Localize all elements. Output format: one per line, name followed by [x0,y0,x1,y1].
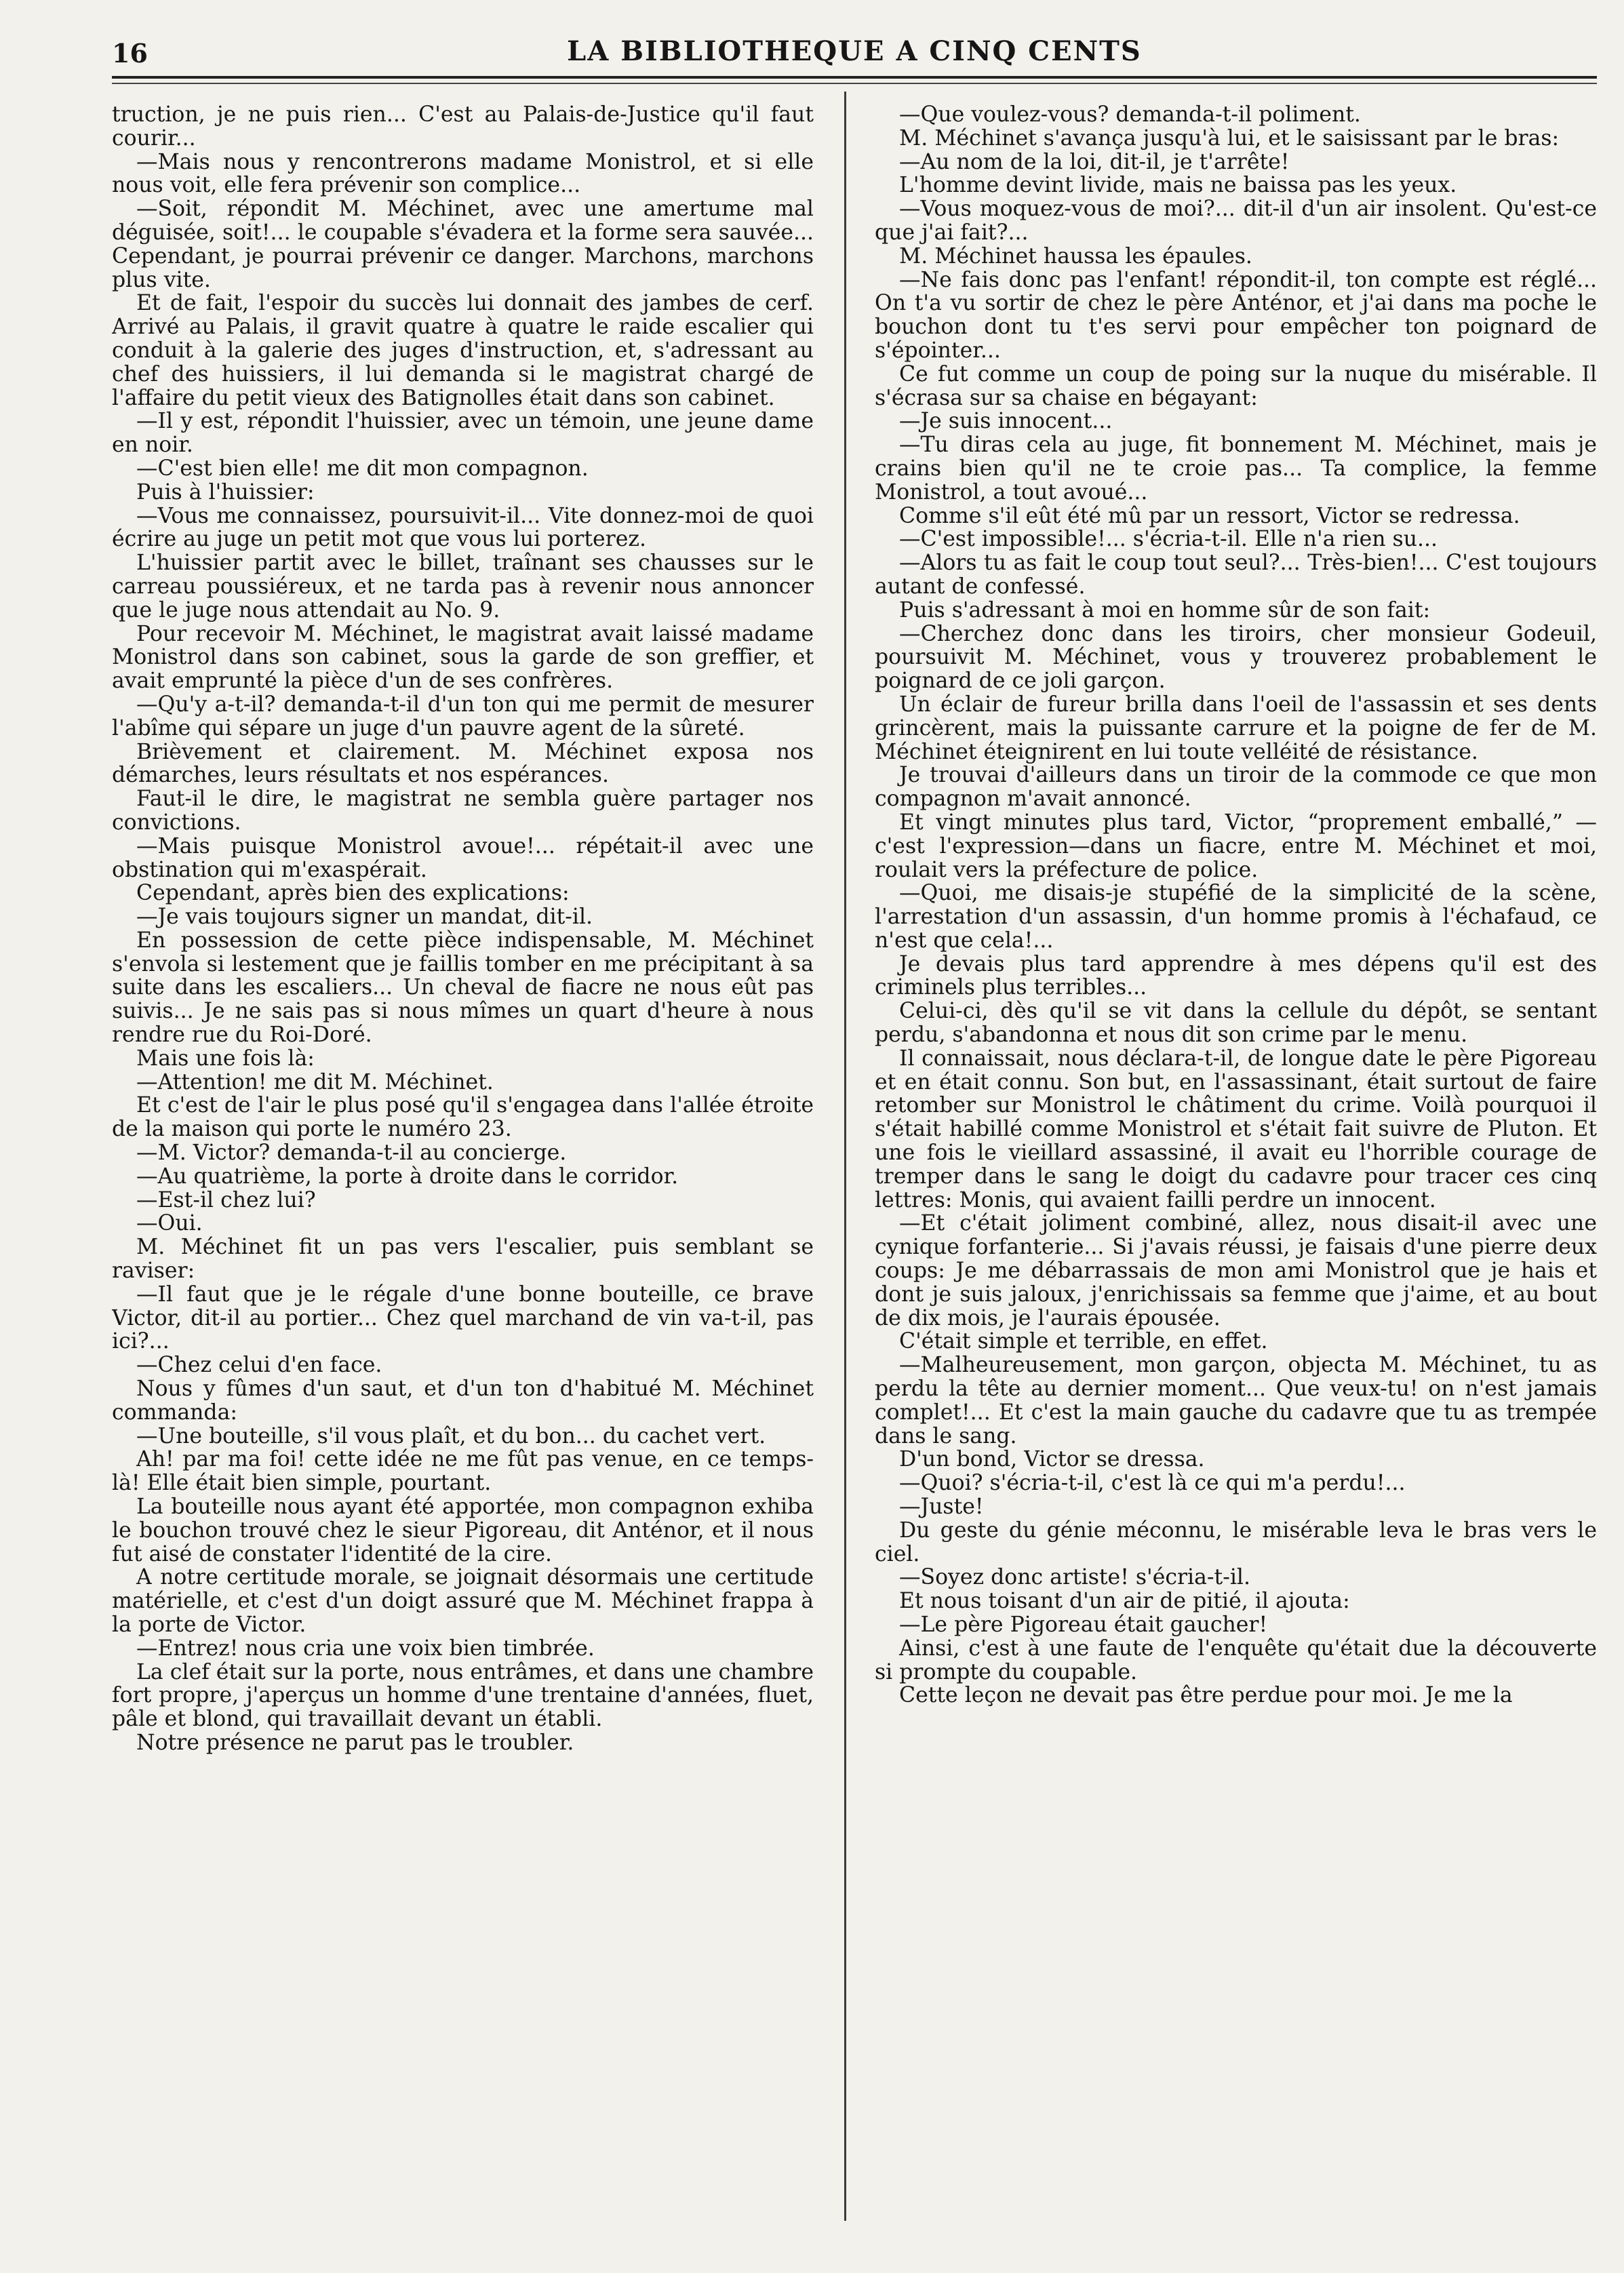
paragraph: —Chez celui d'en face. [136,1353,382,1378]
paragraph: —Il y est, répondit l'huissier, avec un témoin, une jeune dame en noir. [112,409,814,458]
paragraph: —Quoi, me disais-je stupéfié de la simplicité de la scène, l'arrestation d'un assassin, d'un homme promis à l'échafaud, ce n'est que cela!... [875,881,1597,953]
paragraph: Nous y fûmes d'un saut, et d'un ton d'habitué M. Méchinet commanda: [112,1377,814,1425]
paragraph: —Malheureusement, mon garçon, objecta M. Méchinet, tu as perdu la tête au dernier moment... Que veux-tu! on n'est jamais complet!... Et c'est la main gauche du cadavre que tu as trempée dans le sang. [875,1353,1597,1448]
paragraph: Cette leçon ne devait pas être perdue pour moi. Je me la [899,1683,1513,1708]
paragraph: —Au nom de la loi, dit-il, je t'arrête! [899,149,1290,174]
paragraph: Ce fut comme un coup de poing sur la nuque du misérable. Il s'écrasa sur sa chaise en bégayant: [875,361,1597,410]
paragraph: —Soit, répondit M. Méchinet, avec une amertume mal déguisée, soit!... le coupable s'évadera et la forme sera sauvée... Cependant, je pourrai prévenir ce danger. Marchons, marchons plus vite. [112,197,814,292]
paragraph: Ah! par ma foi! cette idée ne me fût pas venue, en ce temps-là! Elle était bien simple, pourtant. [112,1447,814,1496]
paragraph: A notre certitude morale, se joignait désormais une certitude matérielle, et c'est d'un doigt assuré que M. Méchinet frappa à la porte de Victor. [112,1565,814,1637]
paragraph: —Le père Pigoreau était gaucher! [899,1613,1268,1637]
paragraph: Je trouvai d'ailleurs dans un tiroir de la commode ce que mon compagnon m'avait annoncé. [875,763,1597,812]
paragraph: —Tu diras cela au juge, fit bonnement M. Méchinet, mais je crains bien qu'il ne te croie pas... Ta complice, la femme Monistrol, a tout avoué... [875,433,1597,505]
paragraph: —Quoi? s'écria-t-il, c'est là ce qui m'a perdu!... [899,1471,1406,1496]
paragraph: Et de fait, l'espoir du succès lui donnait des jambes de cerf. Arrivé au Palais, il gravit quatre à quatre le raide escalier qui conduit à la galerie des juges d'instruction, et, s'adressant au chef des huissiers, il lui demanda si le magistrat chargé de l'affaire du petit vieux des Batignolles était dans son cabinet. [112,291,814,410]
paragraph: —Soyez donc artiste! s'écria-t-il. [899,1565,1250,1590]
paragraph: Et c'est de l'air le plus posé qu'il s'engagea dans l'allée étroite de la maison qui porte le numéro 23. [112,1093,814,1142]
paragraph: En possession de cette pièce indispensable, M. Méchinet s'envola si lestement que je faillis tomber en me précipitant à sa suite dans les escaliers... Un cheval de fiacre ne nous eût pas suivis... Je ne sais pas si nous mîmes un quart d'heure à nous rendre rue du Roi-Doré. [112,928,814,1048]
paragraph: —Oui. [136,1211,203,1236]
paragraph: —Est-il chez lui? [136,1187,316,1212]
paragraph: Faut-il le dire, le magistrat ne sembla guère partager nos convictions. [112,787,814,835]
paragraph: L'huissier partit avec le billet, traînant ses chausses sur le carreau poussiéreux, et ne tarda pas à revenir nous annoncer que le juge nous attendait au No. 9. [112,551,814,622]
paragraph: Celui-ci, dès qu'il se vit dans la cellule du dépôt, se sentant perdu, s'abandonna et nous dit son crime par le menu. [875,999,1597,1048]
right-column [875,103,1597,2212]
running-title: LA BIBLIOTHEQUE A CINQ CENTS [567,35,1142,67]
paragraph: La bouteille nous ayant été apportée, mon compagnon exhiba le bouchon trouvé chez le sieur Pigoreau, dit Anténor, et il nous fut aisé de constater l'identité de la cire. [112,1495,814,1566]
paragraph: —Et c'était joliment combiné, allez, nous disait-il avec une cynique forfanterie... Si j'avais réussi, je faisais d'une pierre deux coups: Je me débarrassais de mon ami Monistrol que je hais et dont je suis jaloux, j'enrichissais sa femme que j'aime, et au bout de dix mois, je l'aurais épousée. [875,1211,1597,1330]
paragraph: —Vous me connaissez, poursuivit-il... Vite donnez-moi de quoi écrire au juge un petit mot que vous lui porterez. [112,503,814,552]
left-column [112,103,814,2212]
paragraph: —Cherchez donc dans les tiroirs, cher monsieur Godeuil, poursuivit M. Méchinet, vous y trouverez probablement le poignard de ce joli garçon. [875,621,1597,694]
paragraph: Brièvement et clairement. M. Méchinet exposa nos démarches, leurs résultats et nos espérances. [112,739,814,788]
paragraph: Comme s'il eût été mû par un ressort, Victor se redressa. [899,503,1520,528]
paragraph: —C'est impossible!... s'écria-t-il. Elle n'a rien su... [899,527,1438,552]
paragraph: M. Méchinet s'avança jusqu'à lui, et le saisissant par le bras: [899,125,1560,151]
paragraph: —Mais puisque Monistrol avoue!... répétait-il avec une obstination qui m'exaspérait. [112,833,814,882]
paragraph: Puis à l'huissier: [136,479,315,505]
paragraph: La clef était sur la porte, nous entrâmes, et dans une chambre fort propre, j'aperçus un homme d'une trentaine d'années, fluet, pâle et blond, qui travaillait devant un établi. [112,1659,814,1732]
paragraph: Un éclair de fureur brilla dans l'oeil de l'assassin et ses dents grincèrent, mais la puissante carrure et la poigne de fer de M. Méchinet éteignirent en lui toute velléité de résistance. [875,692,1597,764]
paragraph: D'un bond, Victor se dressa. [899,1447,1205,1472]
paragraph: Pour recevoir M. Méchinet, le magistrat avait laissé madame Monistrol dans son cabinet, sous la garde de son greffier, et avait emprunté la pièce d'un de ses confrères. [112,621,814,694]
paragraph: —Alors tu as fait le coup tout seul?... Très-bien!... C'est toujours autant de confessé. [875,551,1597,599]
header-rule-thin [112,83,1597,84]
paragraph: Et nous toisant d'un air de pitié, il ajouta: [899,1589,1350,1614]
paragraph: —Juste! [899,1495,984,1520]
paragraph: —M. Victor? demanda-t-il au concierge. [136,1141,567,1166]
paragraph: Cependant, après bien des explications: [136,881,570,906]
paragraph: Notre présence ne parut pas le troubler. [136,1730,574,1755]
paragraph: Et vingt minutes plus tard, Victor, “proprement emballé,” —c'est l'expression—dans un fiacre, entre M. Méchinet et moi, roulait vers la préfecture de police. [875,810,1597,882]
paragraph: M. Méchinet haussa les épaules. [899,243,1252,269]
page-number: 16 [112,38,148,68]
paragraph: M. Méchinet fit un pas vers l'escalier, puis semblant se raviser: [112,1235,814,1284]
column-divider [844,92,846,2221]
page-header [112,26,1597,75]
paragraph: —Il faut que je le régale d'une bonne bouteille, ce brave Victor, dit-il au portier... Chez quel marchand de vin va-t-il, pas ici?... [112,1282,814,1354]
paragraph: L'homme devint livide, mais ne baissa pas les yeux. [899,173,1457,198]
paragraph: Mais une fois là: [136,1046,315,1071]
paragraph: —Vous moquez-vous de moi?... dit-il d'un air insolent. Qu'est-ce que j'ai fait?... [875,197,1597,245]
paragraph: Il connaissait, nous déclara-t-il, de longue date le père Pigoreau et en était connu. Son but, en l'assassinant, était surtout de faire retomber sur Monistrol le châtiment du crime. Voilà pourquoi il s'était habillé comme Monistrol et s'était fait suivre de Pluton. Et une fois le vieillard assassiné, il avait eu l'horrible courage de tremper dans le sang le doigt du cadavre pour tracer ces cinq lettres: Monis, qui avaient failli perdre un innocent. [875,1046,1597,1212]
paragraph: —Je vais toujours signer un mandat, dit-il. [136,905,593,930]
paragraph: Je devais plus tard apprendre à mes dépens qu'il est des criminels plus terribles... [875,951,1597,1000]
paragraph: —Mais nous y rencontrerons madame Monistrol, et si elle nous voit, elle fera prévenir son complice... [112,149,814,198]
paragraph: —Qu'y a-t-il? demanda-t-il d'un ton qui me permit de mesurer l'abîme qui sépare un juge d'un pauvre agent de la sûreté. [112,692,814,740]
paragraph: —Une bouteille, s'il vous plaît, et du bon... du cachet vert. [136,1423,766,1448]
header-rule [112,76,1597,79]
paragraph: truction, je ne puis rien... C'est au Palais-de-Justice qu'il faut courir... [112,103,814,151]
paragraph: —Je suis innocent... [899,409,1113,434]
paragraph: Ainsi, c'est à une faute de l'enquête qu'était due la découverte si prompte du coupable. [875,1636,1597,1684]
paragraph: C'était simple et terrible, en effet. [899,1329,1268,1354]
paragraph: Puis s'adressant à moi en homme sûr de son fait: [899,597,1431,622]
paragraph: —Au quatrième, la porte à droite dans le corridor. [136,1164,679,1189]
paragraph: Du geste du génie méconnu, le misérable leva le bras vers le ciel. [875,1518,1597,1566]
paragraph: —Entrez! nous cria une voix bien timbrée. [136,1636,595,1661]
paragraph: —Que voulez-vous? demanda-t-il poliment. [899,103,1361,127]
paragraph: —C'est bien elle! me dit mon compagnon. [136,456,589,481]
paragraph: —Ne fais donc pas l'enfant! répondit-il, ton compte est réglé... On t'a vu sortir de chez le père Anténor, et j'ai dans ma poche le bouchon dont tu t'es servi pour empêcher ton poignard de s'épointer... [875,267,1597,363]
paragraph: —Attention! me dit M. Méchinet. [136,1069,494,1094]
